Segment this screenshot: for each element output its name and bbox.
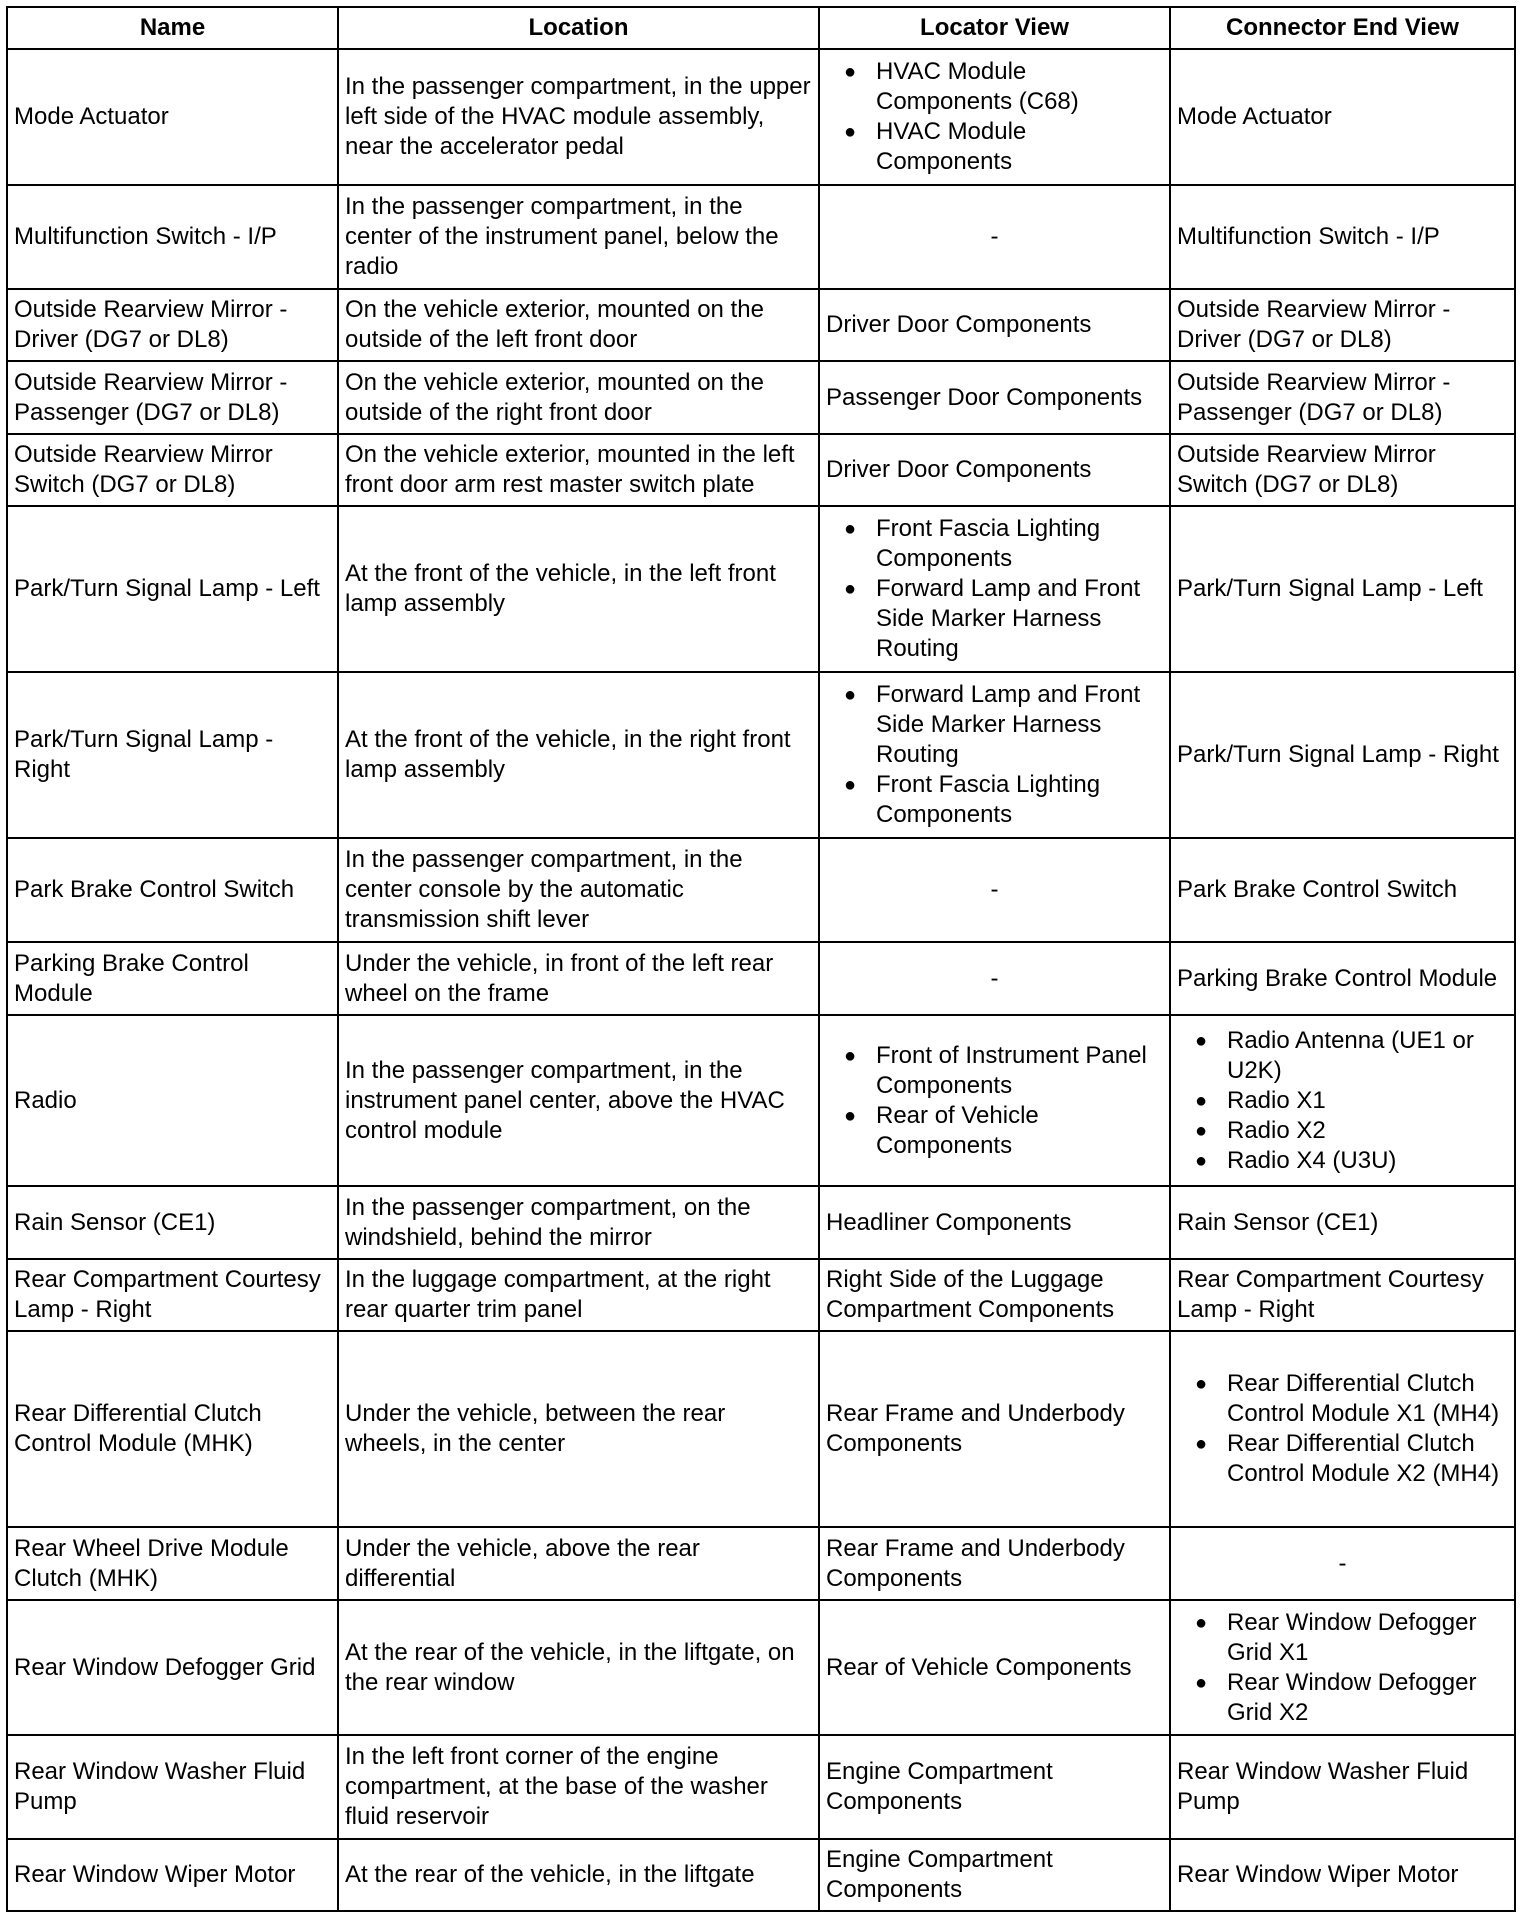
bullet-item: ● Rear Differential Clutch Control Module X1 (MH4) — [1177, 1369, 1508, 1429]
locator-view-cell — [819, 1015, 1170, 1186]
name-cell: Rain Sensor (CE1) — [7, 1186, 338, 1259]
component-location-table — [6, 6, 1516, 1912]
bullet-list — [826, 57, 1163, 177]
locator-view-cell: Rear Frame and Underbody Components — [819, 1527, 1170, 1600]
location-cell: On the vehicle exterior, mounted in the left front door arm rest master switch plate — [338, 434, 819, 506]
connector-end-view-cell: Rear Compartment Courtesy Lamp - Right — [1170, 1259, 1515, 1331]
table-row — [7, 1259, 1515, 1331]
name-cell: Mode Actuator — [7, 49, 338, 185]
name-cell: Radio — [7, 1015, 338, 1186]
bullet-item: ● Radio Antenna (UE1 or U2K) — [1177, 1026, 1508, 1086]
table-row — [7, 434, 1515, 506]
location-cell: In the passenger compartment, on the windshield, behind the mirror — [338, 1186, 819, 1259]
connector-end-view-cell: Park Brake Control Switch — [1170, 838, 1515, 942]
connector-end-view-cell: Rear Window Wiper Motor — [1170, 1839, 1515, 1911]
connector-end-view-cell: - — [1170, 1527, 1515, 1600]
bullet-item: ● Forward Lamp and Front Side Marker Harness Routing — [826, 574, 1163, 664]
name-cell: Parking Brake Control Module — [7, 942, 338, 1015]
bullet-item: ● Radio X4 (U3U) — [1177, 1146, 1508, 1176]
locator-view-cell: Right Side of the Luggage Compartment Components — [819, 1259, 1170, 1331]
connector-end-view-cell: Park/Turn Signal Lamp - Left — [1170, 506, 1515, 672]
name-cell: Rear Compartment Courtesy Lamp - Right — [7, 1259, 338, 1331]
location-cell: In the passenger compartment, in the upper left side of the HVAC module assembly, near the accelerator pedal — [338, 49, 819, 185]
connector-end-view-cell: Mode Actuator — [1170, 49, 1515, 185]
location-cell: Under the vehicle, between the rear wheels, in the center — [338, 1331, 819, 1527]
header-row — [7, 7, 1515, 49]
name-cell: Rear Window Wiper Motor — [7, 1839, 338, 1911]
bullet-item: ● Front Fascia Lighting Components — [826, 770, 1163, 830]
bullet-item: ● Radio X2 — [1177, 1116, 1508, 1146]
bullet-item: ● Front Fascia Lighting Components — [826, 514, 1163, 574]
table-row — [7, 1527, 1515, 1600]
location-cell: In the passenger compartment, in the center of the instrument panel, below the radio — [338, 185, 819, 289]
location-cell: On the vehicle exterior, mounted on the outside of the left front door — [338, 289, 819, 361]
location-cell: In the passenger compartment, in the instrument panel center, above the HVAC control module — [338, 1015, 819, 1186]
locator-view-cell: Engine Compartment Components — [819, 1839, 1170, 1911]
location-cell: Under the vehicle, above the rear differential — [338, 1527, 819, 1600]
connector-end-view-cell: Outside Rearview Mirror Switch (DG7 or DL8) — [1170, 434, 1515, 506]
connector-end-view-cell: Rear Window Washer Fluid Pump — [1170, 1735, 1515, 1839]
table-row — [7, 1839, 1515, 1911]
locator-view-cell: Driver Door Components — [819, 289, 1170, 361]
table-row — [7, 1015, 1515, 1186]
location-cell: At the front of the vehicle, in the right front lamp assembly — [338, 672, 819, 838]
locator-view-cell: Rear Frame and Underbody Components — [819, 1331, 1170, 1527]
name-cell: Rear Differential Clutch Control Module (MHK) — [7, 1331, 338, 1527]
header-connector-end-view: Connector End View — [1170, 7, 1515, 49]
connector-end-view-cell: Multifunction Switch - I/P — [1170, 185, 1515, 289]
bullet-item: ● HVAC Module Components (C68) — [826, 57, 1163, 117]
table-row — [7, 361, 1515, 434]
connector-end-view-cell: Outside Rearview Mirror - Passenger (DG7 or DL8) — [1170, 361, 1515, 434]
header-locator-view: Locator View — [819, 7, 1170, 49]
connector-end-view-cell: Parking Brake Control Module — [1170, 942, 1515, 1015]
bullet-list — [826, 680, 1163, 830]
table-row — [7, 506, 1515, 672]
connector-end-view-cell: Outside Rearview Mirror - Driver (DG7 or DL8) — [1170, 289, 1515, 361]
location-cell: In the luggage compartment, at the right rear quarter trim panel — [338, 1259, 819, 1331]
bullet-item: ● HVAC Module Components — [826, 117, 1163, 177]
location-cell: Under the vehicle, in front of the left rear wheel on the frame — [338, 942, 819, 1015]
location-cell: At the front of the vehicle, in the left front lamp assembly — [338, 506, 819, 672]
location-cell: At the rear of the vehicle, in the liftgate, on the rear window — [338, 1600, 819, 1735]
header-location: Location — [338, 7, 819, 49]
locator-view-cell: Headliner Components — [819, 1186, 1170, 1259]
table-row — [7, 1186, 1515, 1259]
locator-view-cell: - — [819, 942, 1170, 1015]
locator-view-cell: Engine Compartment Components — [819, 1735, 1170, 1839]
locator-view-cell — [819, 672, 1170, 838]
table-row — [7, 1735, 1515, 1839]
bullet-list — [1177, 1608, 1508, 1728]
name-cell: Outside Rearview Mirror Switch (DG7 or DL8) — [7, 434, 338, 506]
locator-view-cell: Passenger Door Components — [819, 361, 1170, 434]
document-page — [6, 6, 1516, 1912]
location-cell: In the left front corner of the engine compartment, at the base of the washer fluid reservoir — [338, 1735, 819, 1839]
location-cell: At the rear of the vehicle, in the liftgate — [338, 1839, 819, 1911]
locator-view-cell: - — [819, 838, 1170, 942]
location-cell: In the passenger compartment, in the center console by the automatic transmission shift lever — [338, 838, 819, 942]
locator-view-cell: Rear of Vehicle Components — [819, 1600, 1170, 1735]
connector-end-view-cell: Rain Sensor (CE1) — [1170, 1186, 1515, 1259]
bullet-item: ● Rear Window Defogger Grid X2 — [1177, 1668, 1508, 1728]
locator-view-cell — [819, 506, 1170, 672]
name-cell: Outside Rearview Mirror - Driver (DG7 or DL8) — [7, 289, 338, 361]
table-row — [7, 1331, 1515, 1527]
bullet-list — [1177, 1026, 1508, 1176]
name-cell: Rear Wheel Drive Module Clutch (MHK) — [7, 1527, 338, 1600]
locator-view-cell — [819, 49, 1170, 185]
connector-end-view-cell: Park/Turn Signal Lamp - Right — [1170, 672, 1515, 838]
bullet-item: ● Rear of Vehicle Components — [826, 1101, 1163, 1161]
bullet-list — [826, 514, 1163, 664]
header-name: Name — [7, 7, 338, 49]
bullet-item: ● Forward Lamp and Front Side Marker Harness Routing — [826, 680, 1163, 770]
table-row — [7, 185, 1515, 289]
table-row — [7, 942, 1515, 1015]
table-row — [7, 289, 1515, 361]
locator-view-cell: - — [819, 185, 1170, 289]
bullet-item: ● Rear Window Defogger Grid X1 — [1177, 1608, 1508, 1668]
name-cell: Park Brake Control Switch — [7, 838, 338, 942]
connector-end-view-cell — [1170, 1600, 1515, 1735]
name-cell: Rear Window Defogger Grid — [7, 1600, 338, 1735]
bullet-item: ● Rear Differential Clutch Control Module X2 (MH4) — [1177, 1429, 1508, 1489]
name-cell: Park/Turn Signal Lamp - Right — [7, 672, 338, 838]
bullet-list — [1177, 1369, 1508, 1489]
bullet-item: ● Radio X1 — [1177, 1086, 1508, 1116]
locator-view-cell: Driver Door Components — [819, 434, 1170, 506]
bullet-list — [826, 1041, 1163, 1161]
table-row — [7, 838, 1515, 942]
table-row — [7, 672, 1515, 838]
table-row — [7, 1600, 1515, 1735]
table-body — [7, 49, 1515, 1911]
connector-end-view-cell — [1170, 1331, 1515, 1527]
name-cell: Rear Window Washer Fluid Pump — [7, 1735, 338, 1839]
location-cell: On the vehicle exterior, mounted on the outside of the right front door — [338, 361, 819, 434]
name-cell: Outside Rearview Mirror - Passenger (DG7 or DL8) — [7, 361, 338, 434]
name-cell: Multifunction Switch - I/P — [7, 185, 338, 289]
connector-end-view-cell — [1170, 1015, 1515, 1186]
bullet-item: ● Front of Instrument Panel Components — [826, 1041, 1163, 1101]
name-cell: Park/Turn Signal Lamp - Left — [7, 506, 338, 672]
table-row — [7, 49, 1515, 185]
